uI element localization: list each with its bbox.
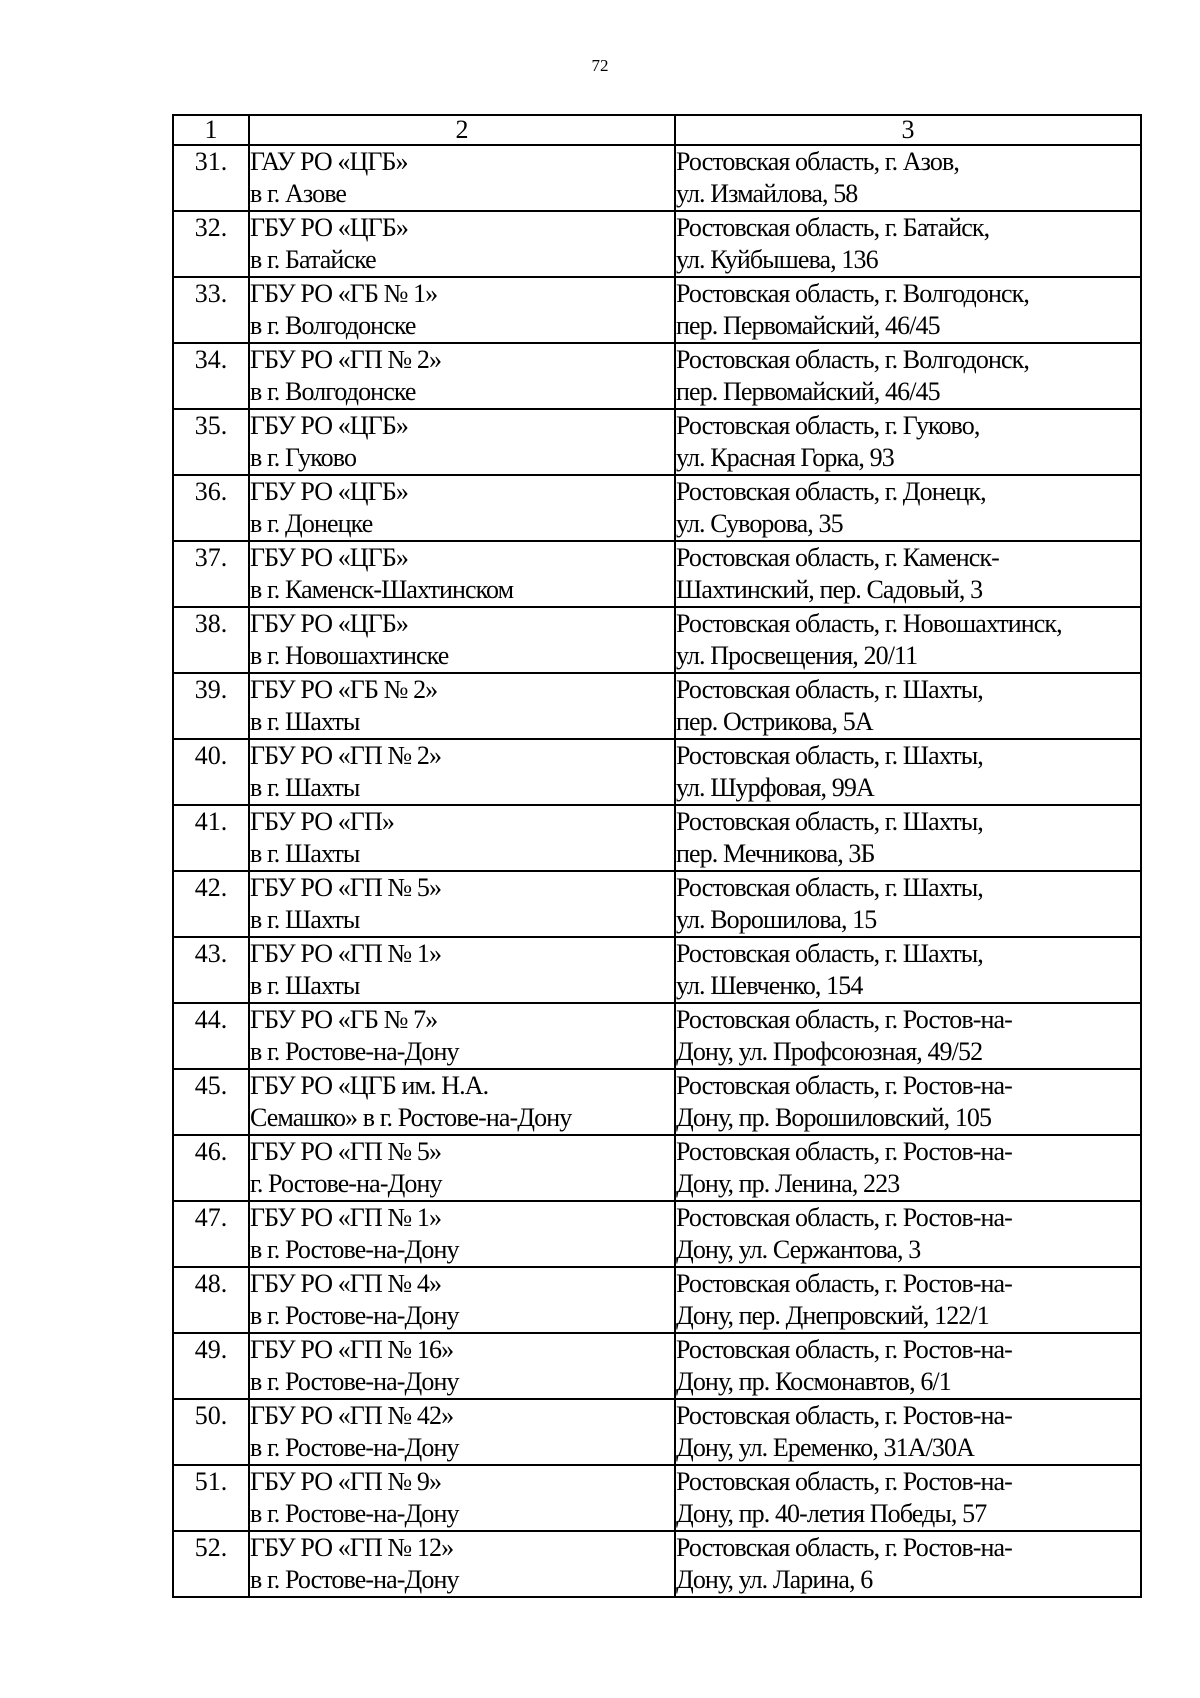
address-cell <box>675 673 1141 739</box>
address-cell <box>675 541 1141 607</box>
institution-name-line: в г. Ростове-на-Дону <box>250 1367 459 1396</box>
address-line: ул. Куйбышева, 136 <box>676 245 878 274</box>
institution-name-line: в г. Шахты <box>250 707 360 736</box>
institution-name-line: в г. Азове <box>250 179 347 208</box>
institution-name-line: в г. Шахты <box>250 773 360 802</box>
address-line: Ростовская область, г. Каменск- <box>676 543 999 572</box>
address-line: пер. Первомайский, 46/45 <box>676 377 940 406</box>
address-line: Шахтинский, пер. Садовый, 3 <box>676 575 983 604</box>
row-number: 37. <box>173 541 249 607</box>
institution-name-line: в г. Новошахтинске <box>250 641 449 670</box>
address-line: Ростовская область, г. Ростов-на- <box>676 1005 1012 1034</box>
institution-name-line: ГАУ РО «ЦГБ» <box>250 147 408 176</box>
table-row <box>173 607 1141 673</box>
institution-name-cell <box>249 541 675 607</box>
institution-name-cell <box>249 937 675 1003</box>
table-row <box>173 1333 1141 1399</box>
address-line: Ростовская область, г. Ростов-на- <box>676 1335 1012 1364</box>
address-line: Дону, ул. Еременко, 31А/30А <box>676 1433 974 1462</box>
address-cell <box>675 871 1141 937</box>
address-cell <box>675 409 1141 475</box>
address-cell <box>675 211 1141 277</box>
institution-name-line: ГБУ РО «ГП № 2» <box>250 345 442 374</box>
address-line: Дону, пер. Днепровский, 122/1 <box>676 1301 989 1330</box>
institution-name-line: в г. Гуково <box>250 443 357 472</box>
address-line: Ростовская область, г. Батайск, <box>676 213 990 242</box>
institution-name-cell <box>249 1201 675 1267</box>
address-cell <box>675 607 1141 673</box>
column-header-number: 1 <box>173 115 249 145</box>
address-line: ул. Измайлова, 58 <box>676 179 858 208</box>
address-line: Ростовская область, г. Ростов-на- <box>676 1533 1012 1562</box>
institution-name-line: в г. Шахты <box>250 905 360 934</box>
row-number: 43. <box>173 937 249 1003</box>
address-cell <box>675 1399 1141 1465</box>
address-line: Дону, пр. Ворошиловский, 105 <box>676 1103 992 1132</box>
row-number: 34. <box>173 343 249 409</box>
address-line: пер. Острикова, 5А <box>676 707 873 736</box>
address-line: Ростовская область, г. Новошахтинск, <box>676 609 1062 638</box>
address-cell <box>675 1465 1141 1531</box>
institution-name-cell <box>249 805 675 871</box>
institution-name-cell <box>249 277 675 343</box>
institution-name-cell <box>249 145 675 211</box>
table-row <box>173 1069 1141 1135</box>
address-line: Ростовская область, г. Шахты, <box>676 807 983 836</box>
row-number: 42. <box>173 871 249 937</box>
institution-name-line: ГБУ РО «ЦГБ им. Н.А. <box>250 1071 489 1100</box>
institutions-table <box>172 114 1142 1598</box>
institution-name-line: ГБУ РО «ГБ № 2» <box>250 675 438 704</box>
row-number: 33. <box>173 277 249 343</box>
address-line: Ростовская область, г. Ростов-на- <box>676 1137 1012 1166</box>
institution-name-line: ГБУ РО «ГП № 5» <box>250 1137 442 1166</box>
row-number: 49. <box>173 1333 249 1399</box>
address-line: Ростовская область, г. Гуково, <box>676 411 980 440</box>
address-line: ул. Шевченко, 154 <box>676 971 863 1000</box>
institution-name-line: ГБУ РО «ЦГБ» <box>250 609 408 638</box>
institution-name-cell <box>249 1399 675 1465</box>
address-line: Ростовская область, г. Ростов-на- <box>676 1071 1012 1100</box>
table-row <box>173 343 1141 409</box>
table-row <box>173 541 1141 607</box>
table-row <box>173 871 1141 937</box>
institution-name-line: ГБУ РО «ГБ № 1» <box>250 279 438 308</box>
address-line: Ростовская область, г. Волгодонск, <box>676 345 1029 374</box>
table-row <box>173 1201 1141 1267</box>
institution-name-line: ГБУ РО «ГП № 2» <box>250 741 442 770</box>
row-number: 40. <box>173 739 249 805</box>
address-line: Ростовская область, г. Ростов-на- <box>676 1269 1012 1298</box>
address-line: ул. Шурфовая, 99А <box>676 773 874 802</box>
address-line: пер. Первомайский, 46/45 <box>676 311 940 340</box>
address-cell <box>675 1531 1141 1597</box>
address-line: Ростовская область, г. Ростов-на- <box>676 1401 1012 1430</box>
institution-name-cell <box>249 1267 675 1333</box>
address-cell <box>675 1003 1141 1069</box>
row-number: 47. <box>173 1201 249 1267</box>
address-line: Дону, ул. Профсоюзная, 49/52 <box>676 1037 983 1066</box>
table-row <box>173 805 1141 871</box>
address-line: Ростовская область, г. Шахты, <box>676 675 983 704</box>
row-number: 51. <box>173 1465 249 1531</box>
row-number: 35. <box>173 409 249 475</box>
table-row <box>173 1135 1141 1201</box>
address-line: Ростовская область, г. Волгодонск, <box>676 279 1029 308</box>
institution-name-cell <box>249 409 675 475</box>
table-row <box>173 145 1141 211</box>
address-line: ул. Красная Горка, 93 <box>676 443 894 472</box>
table-row <box>173 739 1141 805</box>
institution-name-line: в г. Шахты <box>250 839 360 868</box>
institution-name-cell <box>249 1465 675 1531</box>
table-row <box>173 1003 1141 1069</box>
address-line: Ростовская область, г. Донецк, <box>676 477 986 506</box>
address-cell <box>675 1201 1141 1267</box>
table-row <box>173 409 1141 475</box>
institution-name-line: ГБУ РО «ГП № 12» <box>250 1533 454 1562</box>
institution-name-line: в г. Ростове-на-Дону <box>250 1235 459 1264</box>
institution-name-cell <box>249 1135 675 1201</box>
row-number: 32. <box>173 211 249 277</box>
table-row <box>173 211 1141 277</box>
institution-name-line: в г. Волгодонске <box>250 311 416 340</box>
institution-name-line: в г. Батайске <box>250 245 376 274</box>
institution-name-cell <box>249 673 675 739</box>
column-header-name: 2 <box>249 115 675 145</box>
row-number: 31. <box>173 145 249 211</box>
institution-name-line: ГБУ РО «ГП № 16» <box>250 1335 454 1364</box>
institution-name-line: ГБУ РО «ЦГБ» <box>250 477 408 506</box>
institution-name-cell <box>249 1333 675 1399</box>
institution-name-line: ГБУ РО «ЦГБ» <box>250 411 408 440</box>
institution-name-cell <box>249 475 675 541</box>
address-cell <box>675 1069 1141 1135</box>
institution-name-line: в г. Волгодонске <box>250 377 416 406</box>
address-cell <box>675 1135 1141 1201</box>
row-number: 44. <box>173 1003 249 1069</box>
column-header-address: 3 <box>675 115 1141 145</box>
institution-name-line: ГБУ РО «ГП» <box>250 807 394 836</box>
header-row <box>173 115 1141 145</box>
address-line: ул. Ворошилова, 15 <box>676 905 877 934</box>
row-number: 41. <box>173 805 249 871</box>
address-cell <box>675 475 1141 541</box>
address-line: ул. Суворова, 35 <box>676 509 843 538</box>
address-line: Дону, пр. 40-летия Победы, 57 <box>676 1499 987 1528</box>
institution-name-line: ГБУ РО «ГП № 9» <box>250 1467 442 1496</box>
institution-name-cell <box>249 343 675 409</box>
address-line: Ростовская область, г. Шахты, <box>676 873 983 902</box>
institution-name-line: Семашко» в г. Ростове-на-Дону <box>250 1103 572 1132</box>
institution-name-line: в г. Донецке <box>250 509 373 538</box>
institution-name-line: в г. Каменск-Шахтинском <box>250 575 514 604</box>
address-cell <box>675 1267 1141 1333</box>
row-number: 38. <box>173 607 249 673</box>
address-line: Дону, ул. Ларина, 6 <box>676 1565 873 1594</box>
address-line: пер. Мечникова, 3Б <box>676 839 875 868</box>
institution-name-line: ГБУ РО «ГБ № 7» <box>250 1005 438 1034</box>
table-row <box>173 673 1141 739</box>
institution-name-cell <box>249 211 675 277</box>
address-cell <box>675 277 1141 343</box>
row-number: 36. <box>173 475 249 541</box>
institution-name-line: в г. Ростове-на-Дону <box>250 1433 459 1462</box>
institution-name-cell <box>249 1069 675 1135</box>
address-line: Дону, пр. Ленина, 223 <box>676 1169 900 1198</box>
address-cell <box>675 343 1141 409</box>
institution-name-line: ГБУ РО «ГП № 42» <box>250 1401 454 1430</box>
address-cell <box>675 739 1141 805</box>
institution-name-line: в г. Ростове-на-Дону <box>250 1301 459 1330</box>
institution-name-line: в г. Ростове-на-Дону <box>250 1037 459 1066</box>
table-row <box>173 937 1141 1003</box>
row-number: 48. <box>173 1267 249 1333</box>
table-row <box>173 1399 1141 1465</box>
institution-name-line: ГБУ РО «ГП № 5» <box>250 873 442 902</box>
address-line: Ростовская область, г. Шахты, <box>676 939 983 968</box>
institution-name-line: ГБУ РО «ЦГБ» <box>250 543 408 572</box>
table-body <box>173 145 1141 1597</box>
address-line: Ростовская область, г. Ростов-на- <box>676 1203 1012 1232</box>
row-number: 45. <box>173 1069 249 1135</box>
institution-name-line: ГБУ РО «ЦГБ» <box>250 213 408 242</box>
institution-name-line: г. Ростове-на-Дону <box>250 1169 442 1198</box>
table-row <box>173 1531 1141 1597</box>
institution-name-line: в г. Ростове-на-Дону <box>250 1565 459 1594</box>
table-row <box>173 1267 1141 1333</box>
address-line: Ростовская область, г. Ростов-на- <box>676 1467 1012 1496</box>
institution-name-cell <box>249 871 675 937</box>
institution-name-line: ГБУ РО «ГП № 1» <box>250 1203 442 1232</box>
institution-name-cell <box>249 607 675 673</box>
table-header <box>173 115 1141 145</box>
address-line: Ростовская область, г. Азов, <box>676 147 959 176</box>
address-line: Дону, пр. Космонавтов, 6/1 <box>676 1367 951 1396</box>
page-number: 72 <box>591 56 609 75</box>
row-number: 46. <box>173 1135 249 1201</box>
address-cell <box>675 1333 1141 1399</box>
institution-name-cell <box>249 1003 675 1069</box>
row-number: 50. <box>173 1399 249 1465</box>
address-cell <box>675 145 1141 211</box>
address-line: Дону, ул. Сержантова, 3 <box>676 1235 921 1264</box>
institution-name-line: ГБУ РО «ГП № 1» <box>250 939 442 968</box>
row-number: 39. <box>173 673 249 739</box>
address-cell <box>675 937 1141 1003</box>
table-row <box>173 277 1141 343</box>
table-row <box>173 475 1141 541</box>
row-number: 52. <box>173 1531 249 1597</box>
table-row <box>173 1465 1141 1531</box>
institution-name-line: в г. Ростове-на-Дону <box>250 1499 459 1528</box>
address-cell <box>675 805 1141 871</box>
institution-name-cell <box>249 1531 675 1597</box>
institution-name-line: в г. Шахты <box>250 971 360 1000</box>
institution-name-cell <box>249 739 675 805</box>
institution-name-line: ГБУ РО «ГП № 4» <box>250 1269 442 1298</box>
address-line: ул. Просвещения, 20/11 <box>676 641 918 670</box>
address-line: Ростовская область, г. Шахты, <box>676 741 983 770</box>
